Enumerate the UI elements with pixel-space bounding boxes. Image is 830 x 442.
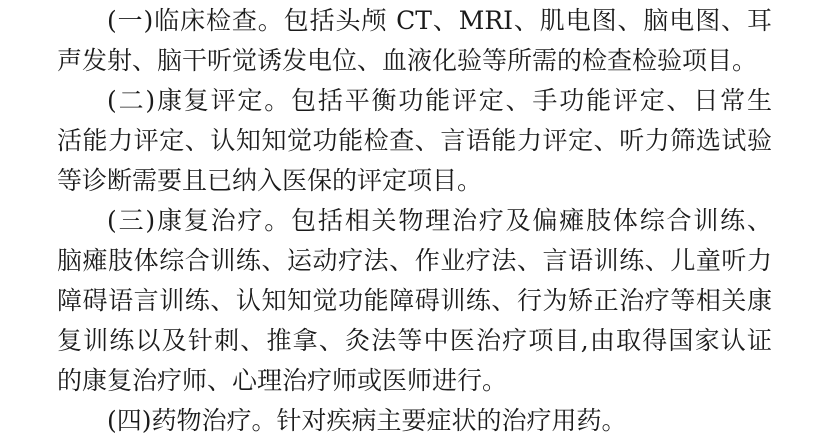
paragraph-item-1-clinical-examination: [57, 1, 772, 81]
paragraph-item-3-rehab-treatment: [57, 201, 772, 401]
text-line: 脑瘫肢体综合训练、运动疗法、作业疗法、言语训练、儿童听力: [57, 246, 772, 275]
text-line: 障碍语言训练、认知知觉功能障碍训练、行为矫正治疗等相关康: [57, 286, 772, 315]
document-body: [57, 1, 772, 441]
paragraph-item-4-drug-treatment: [57, 401, 772, 441]
text-line: 复训练以及针刺、推拿、灸法等中医治疗项目,由取得国家认证: [57, 326, 772, 355]
text-line: (一)临床检查。包括头颅 CT、MRI、肌电图、脑电图、耳: [107, 6, 772, 35]
text-line: 的康复治疗师、心理治疗师或医师进行。: [57, 366, 508, 395]
text-line: 等诊断需要且已纳入医保的评定项目。: [57, 166, 483, 195]
text-line: 声发射、脑干听觉诱发电位、血液化验等所需的检查检验项目。: [57, 46, 758, 75]
text-line: 活能力评定、认知知觉功能检查、言语能力评定、听力筛选试验: [57, 126, 772, 155]
text-line: (二)康复评定。包括平衡功能评定、手功能评定、日常生: [107, 86, 772, 115]
paragraph-item-2-rehab-assessment: [57, 81, 772, 201]
text-line: (三)康复治疗。包括相关物理治疗及偏瘫肢体综合训练、: [107, 206, 772, 235]
text-line: (四)药物治疗。针对疾病主要症状的治疗用药。: [107, 406, 627, 435]
